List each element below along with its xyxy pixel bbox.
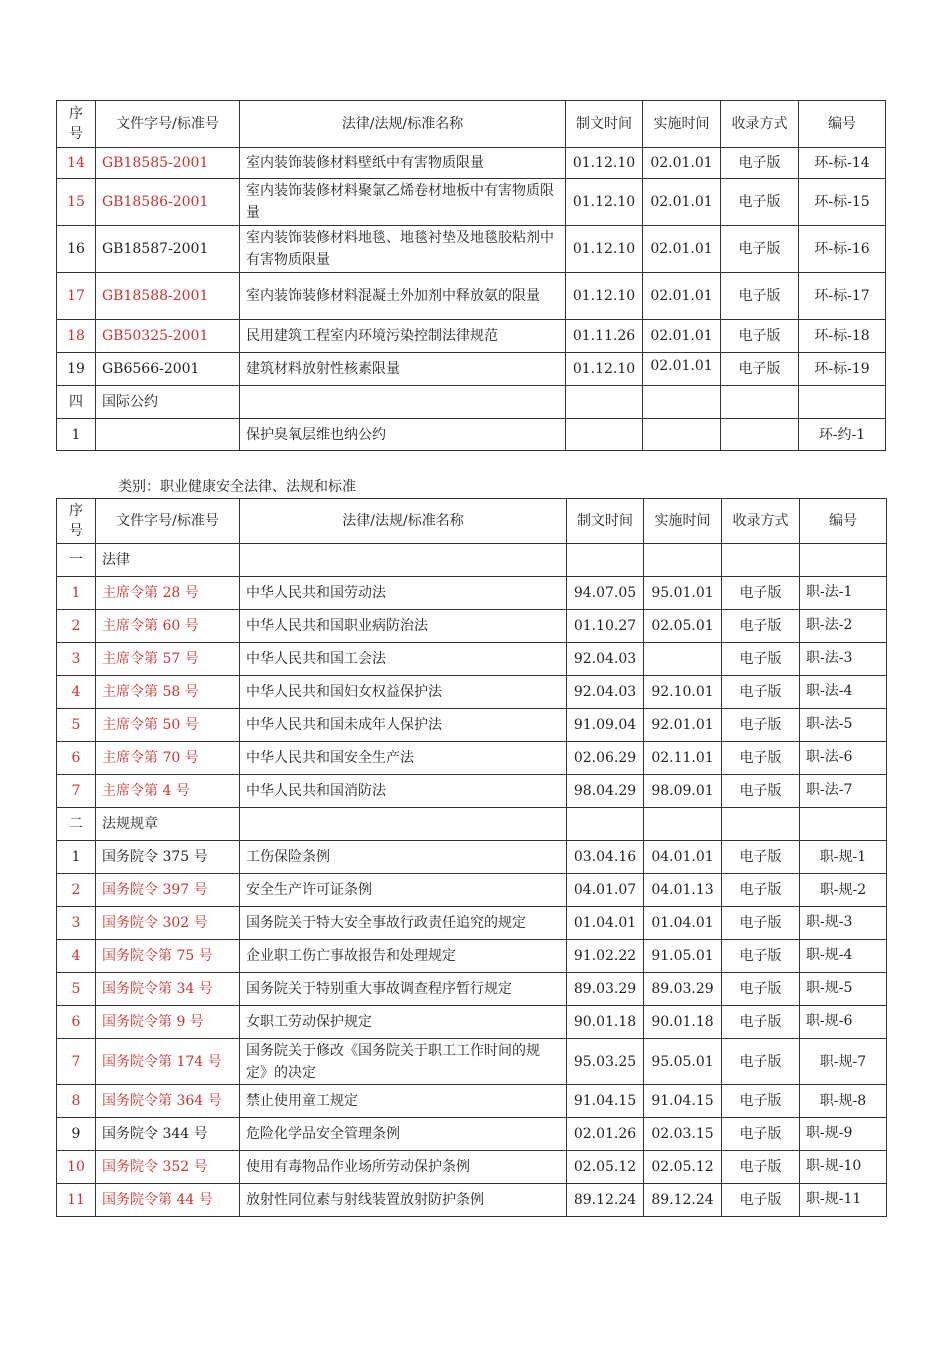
row-code: 职-法-2: [800, 610, 887, 643]
row-record-method: 电子版: [722, 973, 800, 1006]
row-seq: 16: [57, 226, 96, 273]
table-row: [57, 1151, 887, 1184]
table-row: [57, 148, 886, 179]
row-seq: 1: [57, 577, 96, 610]
row-issue-date: 01.12.10: [566, 148, 643, 179]
row-name: 国务院关于修改《国务院关于职工工作时间的规定》的决定: [240, 1039, 567, 1085]
standards-table: [56, 100, 886, 451]
row-issue-date: 01.10.27: [567, 610, 644, 643]
empty-cell: [722, 544, 800, 577]
row-doc-no: 主席令第 70 号: [96, 742, 240, 775]
row-name: 建筑材料放射性核素限量: [240, 353, 566, 386]
row-record-method: 电子版: [722, 709, 800, 742]
row-record-method: 电子版: [721, 353, 799, 386]
row-effective-date: 02.05.12: [644, 1151, 722, 1184]
table-row: [57, 1118, 887, 1151]
row-code: 职-法-5: [800, 709, 887, 742]
row-seq: 10: [57, 1151, 96, 1184]
row-code: 职-规-7: [800, 1039, 887, 1085]
row-doc-no: 国务院令 302 号: [96, 907, 240, 940]
row-effective-date: 02.01.01: [643, 273, 721, 320]
section-title: 法规规章: [96, 808, 240, 841]
row-doc-no: [96, 419, 240, 451]
row-code: 职-规-5: [800, 973, 887, 1006]
header-record-method: 收录方式: [721, 101, 799, 148]
row-record-method: 电子版: [722, 610, 800, 643]
row-name: 安全生产许可证条例: [240, 874, 567, 907]
table-row: [57, 273, 886, 320]
section-title: 法律: [96, 544, 240, 577]
row-issue-date: 91.02.22: [567, 940, 644, 973]
row-record-method: 电子版: [722, 874, 800, 907]
row-effective-date: 91.04.15: [644, 1085, 722, 1118]
table-row: [57, 874, 887, 907]
header-seq: 序号: [57, 101, 96, 148]
header-issue-date: 制文时间: [567, 499, 644, 544]
row-code: 职-法-4: [800, 676, 887, 709]
row-effective-date: 04.01.13: [644, 874, 722, 907]
row-name: 放射性同位素与射线装置放射防护条例: [240, 1184, 567, 1217]
empty-cell: [800, 544, 887, 577]
row-code: 环-约-1: [799, 419, 886, 451]
row-code: 职-规-10: [800, 1151, 887, 1184]
empty-cell: [800, 808, 887, 841]
row-doc-no: GB18587-2001: [96, 226, 240, 273]
row-code: 职-规-4: [800, 940, 887, 973]
row-record-method: 电子版: [722, 643, 800, 676]
row-doc-no: GB50325-2001: [96, 320, 240, 353]
row-doc-no: 主席令第 60 号: [96, 610, 240, 643]
row-code: 职-规-9: [800, 1118, 887, 1151]
row-seq: 19: [57, 353, 96, 386]
row-issue-date: 92.04.03: [567, 643, 644, 676]
row-seq: 4: [57, 940, 96, 973]
header-name: 法律/法规/标准名称: [240, 101, 566, 148]
row-effective-date: [644, 643, 722, 676]
row-issue-date: 04.01.07: [567, 874, 644, 907]
row-code: 职-法-1: [800, 577, 887, 610]
row-issue-date: 01.12.10: [566, 353, 643, 386]
section-row: [57, 386, 886, 419]
row-seq: 5: [57, 709, 96, 742]
row-doc-no: 国务院令第 174 号: [96, 1039, 240, 1085]
row-effective-date: 89.12.24: [644, 1184, 722, 1217]
row-record-method: 电子版: [722, 1085, 800, 1118]
table-row: [57, 841, 887, 874]
row-doc-no: 主席令第 58 号: [96, 676, 240, 709]
row-doc-no: 主席令第 57 号: [96, 643, 240, 676]
row-name: 企业职工伤亡事故报告和处理规定: [240, 940, 567, 973]
header-effective-date: 实施时间: [643, 101, 721, 148]
section-seq: 二: [57, 808, 96, 841]
row-record-method: 电子版: [722, 676, 800, 709]
row-issue-date: 91.04.15: [567, 1085, 644, 1118]
row-issue-date: 01.12.10: [566, 179, 643, 226]
table-row: [57, 610, 887, 643]
row-seq: 6: [57, 1006, 96, 1039]
row-name: 中华人民共和国未成年人保护法: [240, 709, 567, 742]
row-record-method: 电子版: [722, 940, 800, 973]
row-issue-date: 01.12.10: [566, 273, 643, 320]
table-row: [57, 419, 886, 451]
row-doc-no: GB18585-2001: [96, 148, 240, 179]
table-row: [57, 973, 887, 1006]
occupational-health-table: [56, 498, 887, 1217]
row-record-method: 电子版: [721, 320, 799, 353]
row-code: 职-规-11: [800, 1184, 887, 1217]
row-name: 室内装饰装修材料聚氯乙烯卷材地板中有害物质限量: [240, 179, 566, 226]
row-effective-date: 01.04.01: [644, 907, 722, 940]
row-effective-date: 95.01.01: [644, 577, 722, 610]
header-effective-date: 实施时间: [644, 499, 722, 544]
row-record-method: 电子版: [722, 577, 800, 610]
row-seq: 8: [57, 1085, 96, 1118]
row-record-method: 电子版: [721, 226, 799, 273]
row-code: 职-规-2: [800, 874, 887, 907]
row-seq: 3: [57, 643, 96, 676]
row-record-method: 电子版: [722, 1006, 800, 1039]
row-record-method: 电子版: [722, 1039, 800, 1085]
row-effective-date: 02.01.01: [643, 320, 721, 353]
row-code: 职-规-8: [800, 1085, 887, 1118]
empty-cell: [722, 808, 800, 841]
empty-cell: [643, 386, 721, 419]
row-effective-date: 92.10.01: [644, 676, 722, 709]
row-effective-date: 92.01.01: [644, 709, 722, 742]
table-row: [57, 709, 887, 742]
row-issue-date: 01.11.26: [566, 320, 643, 353]
row-doc-no: 国务院令第 9 号: [96, 1006, 240, 1039]
row-issue-date: 95.03.25: [567, 1039, 644, 1085]
row-issue-date: 94.07.05: [567, 577, 644, 610]
table-row: [57, 940, 887, 973]
row-issue-date: 01.12.10: [566, 226, 643, 273]
row-doc-no: 国务院令第 34 号: [96, 973, 240, 1006]
row-name: 中华人民共和国安全生产法: [240, 742, 567, 775]
row-seq: 18: [57, 320, 96, 353]
row-seq: 15: [57, 179, 96, 226]
row-doc-no: 国务院令 375 号: [96, 841, 240, 874]
row-issue-date: 90.01.18: [567, 1006, 644, 1039]
row-issue-date: 89.03.29: [567, 973, 644, 1006]
row-doc-no: GB18586-2001: [96, 179, 240, 226]
row-record-method: 电子版: [722, 742, 800, 775]
header-doc-no: 文件字号/标准号: [96, 499, 240, 544]
row-name: 中华人民共和国工会法: [240, 643, 567, 676]
row-issue-date: 01.04.01: [567, 907, 644, 940]
table-row: [57, 226, 886, 273]
row-name: 中华人民共和国妇女权益保护法: [240, 676, 567, 709]
row-name: 工伤保险条例: [240, 841, 567, 874]
header-issue-date: 制文时间: [566, 101, 643, 148]
row-name: 禁止使用童工规定: [240, 1085, 567, 1118]
table-row: [57, 577, 887, 610]
row-doc-no: 主席令第 28 号: [96, 577, 240, 610]
row-issue-date: 89.12.24: [567, 1184, 644, 1217]
section-row: [57, 808, 887, 841]
row-name: 国务院关于特别重大事故调查程序暂行规定: [240, 973, 567, 1006]
empty-cell: [240, 808, 567, 841]
row-seq: 7: [57, 1039, 96, 1085]
header-code: 编号: [800, 499, 887, 544]
table-row: [57, 320, 886, 353]
row-code: 职-法-3: [800, 643, 887, 676]
row-seq: 2: [57, 610, 96, 643]
row-doc-no: 国务院令第 44 号: [96, 1184, 240, 1217]
table-row: [57, 353, 886, 386]
empty-cell: [567, 544, 644, 577]
empty-cell: [644, 808, 722, 841]
table-row: [57, 907, 887, 940]
row-effective-date: 95.05.01: [644, 1039, 722, 1085]
row-code: 环-标-18: [799, 320, 886, 353]
empty-cell: [240, 386, 566, 419]
row-issue-date: 02.06.29: [567, 742, 644, 775]
empty-cell: [799, 386, 886, 419]
row-effective-date: 02.01.01: [643, 148, 721, 179]
row-record-method: 电子版: [722, 1184, 800, 1217]
section-seq: 四: [57, 386, 96, 419]
row-doc-no: 国务院令第 75 号: [96, 940, 240, 973]
row-code: 职-规-6: [800, 1006, 887, 1039]
empty-cell: [566, 386, 643, 419]
row-record-method: 电子版: [721, 148, 799, 179]
row-doc-no: 国务院令 352 号: [96, 1151, 240, 1184]
header-seq: 序号: [57, 499, 96, 544]
table-row: [57, 1006, 887, 1039]
table-row: [57, 1085, 887, 1118]
empty-cell: [567, 808, 644, 841]
row-code: 环-标-17: [799, 273, 886, 320]
table-row: [57, 1184, 887, 1217]
row-effective-date: 02.01.01: [643, 179, 721, 226]
row-name: 国务院关于特大安全事故行政责任追究的规定: [240, 907, 567, 940]
row-record-method: 电子版: [722, 1118, 800, 1151]
header-name: 法律/法规/标准名称: [240, 499, 567, 544]
table-row: [57, 643, 887, 676]
row-code: 职-规-1: [800, 841, 887, 874]
row-doc-no: 国务院令第 364 号: [96, 1085, 240, 1118]
row-doc-no: GB6566-2001: [96, 353, 240, 386]
row-effective-date: 02.03.15: [644, 1118, 722, 1151]
row-code: 职-法-6: [800, 742, 887, 775]
row-code: 环-标-14: [799, 148, 886, 179]
row-record-method: [721, 419, 799, 451]
row-seq: 1: [57, 419, 96, 451]
row-doc-no: 国务院令 397 号: [96, 874, 240, 907]
row-name: 使用有毒物品作业场所劳动保护条例: [240, 1151, 567, 1184]
empty-cell: [721, 386, 799, 419]
row-record-method: 电子版: [722, 907, 800, 940]
row-doc-no: 主席令第 50 号: [96, 709, 240, 742]
empty-cell: [644, 544, 722, 577]
row-name: 女职工劳动保护规定: [240, 1006, 567, 1039]
row-record-method: 电子版: [721, 273, 799, 320]
row-name: 室内装饰装修材料地毯、地毯衬垫及地毯胶粘剂中有害物质限量: [240, 226, 566, 273]
row-effective-date: 02.05.01: [644, 610, 722, 643]
row-effective-date: 02.01.01: [643, 353, 721, 386]
row-seq: 1: [57, 841, 96, 874]
section-seq: 一: [57, 544, 96, 577]
row-name: 中华人民共和国劳动法: [240, 577, 567, 610]
row-seq: 3: [57, 907, 96, 940]
row-record-method: 电子版: [721, 179, 799, 226]
row-name: 中华人民共和国消防法: [240, 775, 567, 808]
row-name: 危险化学品安全管理条例: [240, 1118, 567, 1151]
row-effective-date: 89.03.29: [644, 973, 722, 1006]
row-code: 职-法-7: [800, 775, 887, 808]
row-record-method: 电子版: [722, 1151, 800, 1184]
row-code: 环-标-16: [799, 226, 886, 273]
table-header-row: [57, 101, 886, 148]
row-doc-no: GB18588-2001: [96, 273, 240, 320]
row-doc-no: 国务院令 344 号: [96, 1118, 240, 1151]
row-effective-date: 91.05.01: [644, 940, 722, 973]
table-row: [57, 742, 887, 775]
row-seq: 6: [57, 742, 96, 775]
row-effective-date: 98.09.01: [644, 775, 722, 808]
row-seq: 14: [57, 148, 96, 179]
header-doc-no: 文件字号/标准号: [96, 101, 240, 148]
table-row: [57, 1039, 887, 1085]
row-seq: 4: [57, 676, 96, 709]
row-seq: 9: [57, 1118, 96, 1151]
row-issue-date: 98.04.29: [567, 775, 644, 808]
row-seq: 5: [57, 973, 96, 1006]
row-issue-date: 02.01.26: [567, 1118, 644, 1151]
row-name: 民用建筑工程室内环境污染控制法律规范: [240, 320, 566, 353]
row-seq: 7: [57, 775, 96, 808]
row-issue-date: 03.04.16: [567, 841, 644, 874]
category-label: 类别：职业健康安全法律、法规和标准: [118, 479, 356, 495]
row-seq: 17: [57, 273, 96, 320]
table-row: [57, 676, 887, 709]
row-name: 中华人民共和国职业病防治法: [240, 610, 567, 643]
section-row: [57, 544, 887, 577]
header-code: 编号: [799, 101, 886, 148]
row-code: 职-规-3: [800, 907, 887, 940]
row-issue-date: 92.04.03: [567, 676, 644, 709]
row-doc-no: 主席令第 4 号: [96, 775, 240, 808]
row-code: 环-标-15: [799, 179, 886, 226]
row-name: 室内装饰装修材料壁纸中有害物质限量: [240, 148, 566, 179]
row-issue-date: [566, 419, 643, 451]
row-effective-date: 02.01.01: [643, 226, 721, 273]
table-row: [57, 179, 886, 226]
empty-cell: [240, 544, 567, 577]
row-code: 环-标-19: [799, 353, 886, 386]
header-record-method: 收录方式: [722, 499, 800, 544]
table-header-row: [57, 499, 887, 544]
row-issue-date: 02.05.12: [567, 1151, 644, 1184]
row-seq: 11: [57, 1184, 96, 1217]
row-effective-date: 90.01.18: [644, 1006, 722, 1039]
table-row: [57, 775, 887, 808]
row-effective-date: 04.01.01: [644, 841, 722, 874]
row-effective-date: 02.11.01: [644, 742, 722, 775]
row-name: 保护臭氧层维也纳公约: [240, 419, 566, 451]
section-title: 国际公约: [96, 386, 240, 419]
row-effective-date: [643, 419, 721, 451]
row-record-method: 电子版: [722, 841, 800, 874]
row-seq: 2: [57, 874, 96, 907]
row-record-method: 电子版: [722, 775, 800, 808]
row-name: 室内装饰装修材料混凝土外加剂中释放氨的限量: [240, 273, 566, 320]
row-issue-date: 91.09.04: [567, 709, 644, 742]
